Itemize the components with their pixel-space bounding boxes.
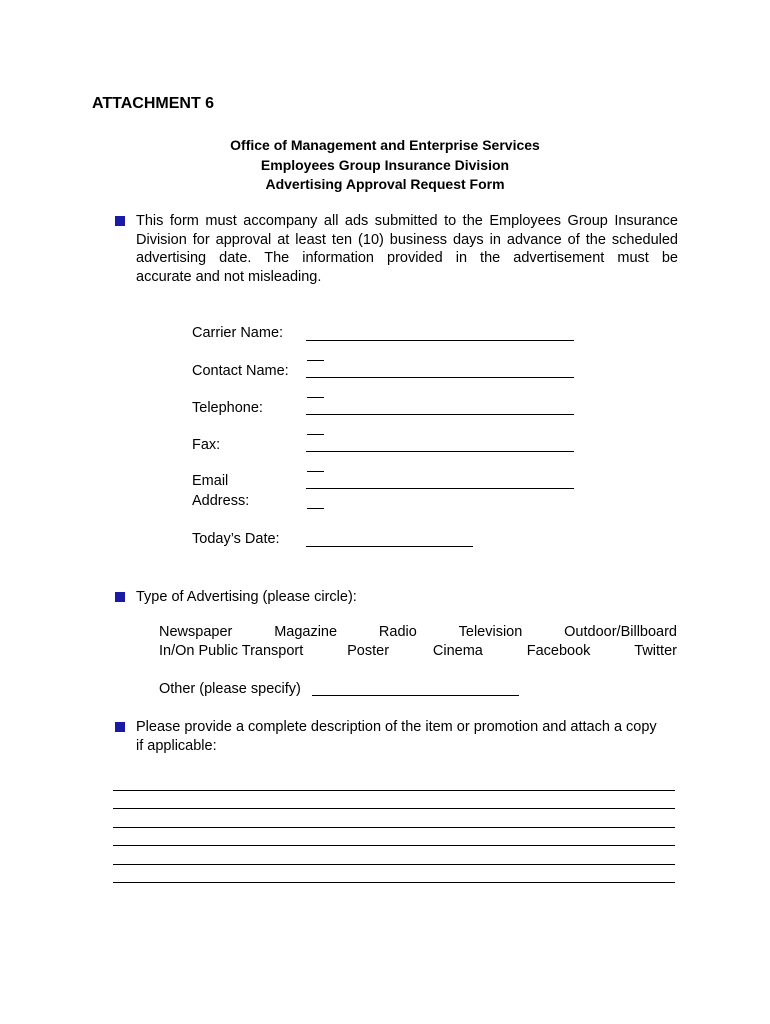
contact-name-label: Contact Name: [192,363,289,379]
option-poster[interactable]: Poster [347,643,390,659]
advertising-type-prompt: Type of Advertising (please circle): [136,589,357,605]
description-line-5[interactable] [113,864,675,865]
intro-line: advertising date. The information provided in the advertisement must be [136,250,678,266]
bullet-square-icon [115,216,125,226]
email-label-line1: Email [192,473,229,489]
intro-paragraph [136,212,678,286]
telephone-label: Telephone: [192,400,263,416]
intro-line: This form must accompany all ads submitted to the Employees Group Insurance [136,213,678,229]
option-magazine[interactable]: Magazine [274,624,338,640]
description-prompt-line: if applicable: [136,737,217,754]
intro-line: Division for approval at least ten (10) business days in advance of the scheduled [136,231,678,248]
fax-field[interactable] [306,451,574,452]
description-prompt-line: Please provide a complete description of the item or promotion and attach a copy [136,719,657,735]
option-radio[interactable]: Radio [378,624,417,640]
option-newspaper[interactable]: Newspaper [159,624,233,640]
description-prompt [136,718,678,755]
description-line-2[interactable] [113,808,675,809]
bullet-square-icon [115,592,125,602]
telephone-field[interactable] [306,414,574,415]
option-television[interactable]: Television [458,624,523,640]
email-address-field[interactable] [306,488,574,489]
option-public-transport[interactable]: In/On Public Transport [159,643,304,659]
description-line-6[interactable] [113,882,675,883]
todays-date-label: Today’s Date: [192,531,280,547]
form-title: Advertising Approval Request Form [265,176,505,192]
email-label-line2: Address: [192,493,250,509]
other-specify-label: Other (please specify) [159,681,301,697]
option-outdoor-billboard[interactable]: Outdoor/Billboard [564,624,677,640]
telephone-field-overflow [307,434,324,435]
advertising-options-row-2 [159,643,677,659]
email-field-overflow [307,508,324,509]
fax-field-overflow [307,471,324,472]
description-line-4[interactable] [113,845,675,846]
form-title-block [0,136,770,195]
division-name: Employees Group Insurance Division [260,156,510,173]
office-name: Office of Management and Enterprise Services [230,137,540,153]
other-specify-field[interactable] [312,695,519,696]
advertising-options-row-1 [159,624,677,640]
contact-name-field[interactable] [306,377,574,378]
description-line-1[interactable] [113,790,675,791]
description-line-3[interactable] [113,827,675,828]
bullet-square-icon [115,722,125,732]
option-facebook[interactable]: Facebook [526,643,591,659]
carrier-name-label: Carrier Name: [192,325,284,341]
carrier-name-field-overflow [307,360,324,361]
fax-label: Fax: [192,437,221,453]
contact-name-field-overflow [307,397,324,398]
option-twitter[interactable]: Twitter [634,643,677,659]
carrier-name-field[interactable] [306,340,574,341]
intro-line: accurate and not misleading. [136,268,322,285]
attachment-heading: ATTACHMENT 6 [92,95,215,112]
option-cinema[interactable]: Cinema [432,643,483,659]
todays-date-field[interactable] [306,546,473,547]
